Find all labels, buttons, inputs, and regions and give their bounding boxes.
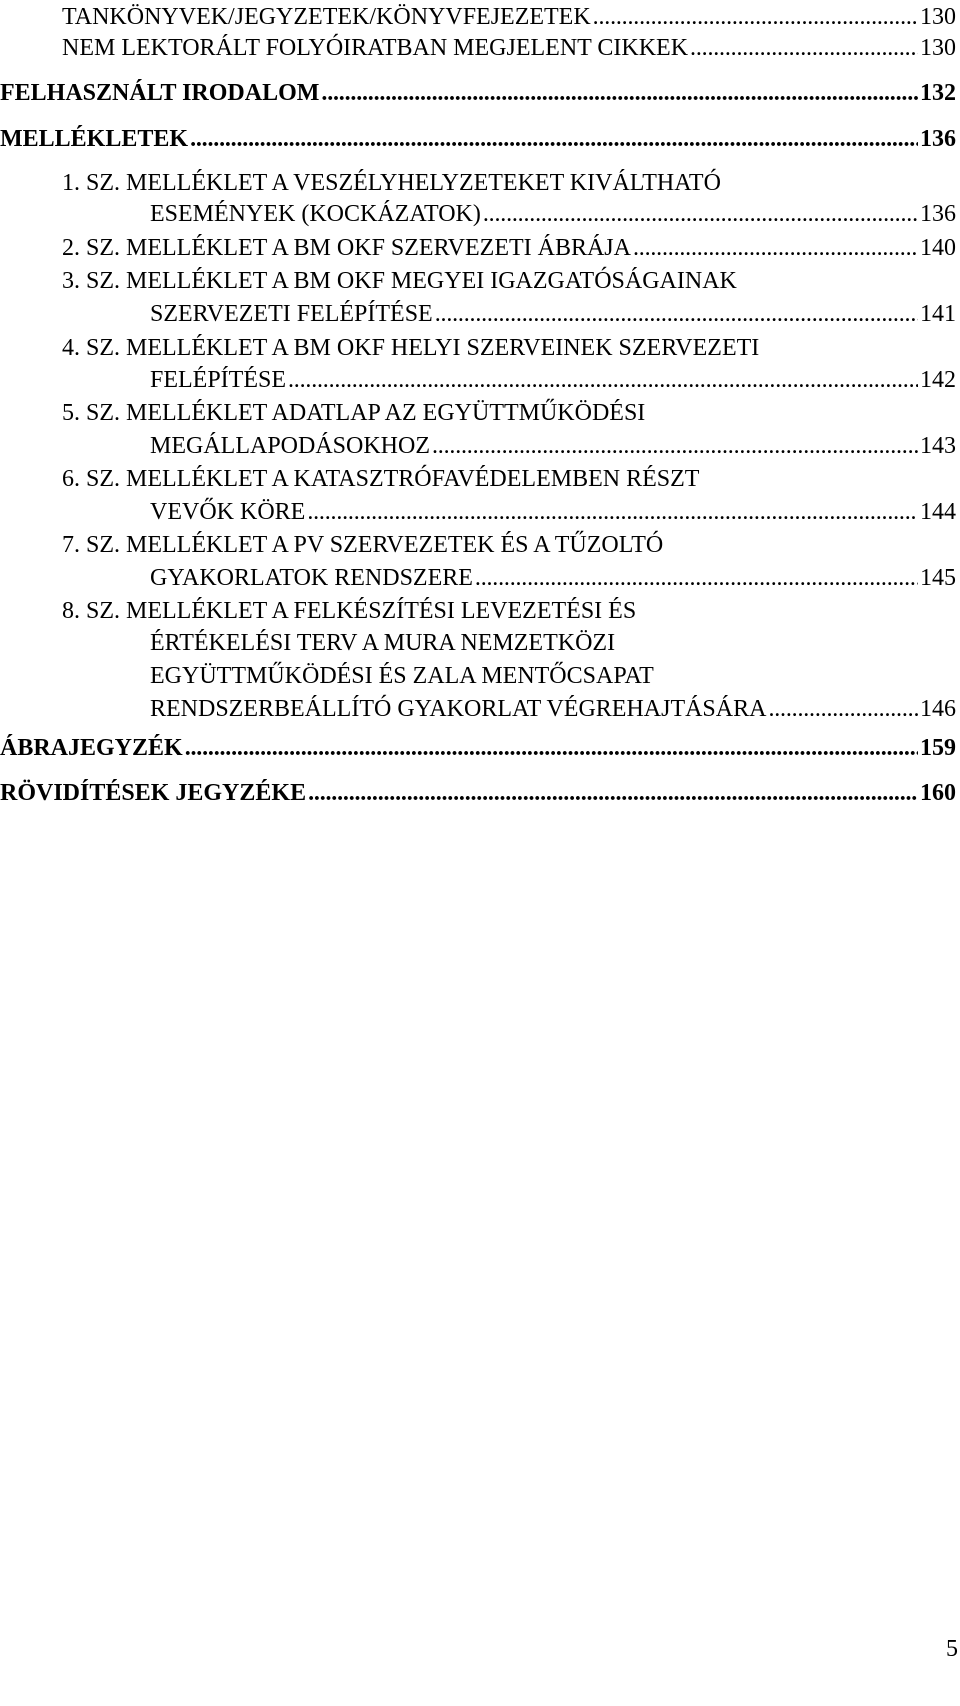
page-number: 5 [946, 1636, 958, 1662]
toc-entry-title-line: 7. SZ. MELLÉKLET A PV SZERVEZETEK ÉS A TŰZOLTÓ [62, 532, 664, 558]
toc-entry[interactable] [150, 694, 956, 724]
toc-entry[interactable] [0, 733, 956, 763]
toc-entry-page: 143 [920, 433, 956, 459]
dot-leader [190, 124, 918, 154]
toc-entry[interactable] [150, 497, 956, 527]
toc-entry-page: 159 [920, 735, 956, 761]
toc-entry-title: MEGÁLLAPODÁSOKHOZ [150, 433, 430, 459]
toc-entry[interactable] [150, 199, 956, 229]
toc-entry-page: 130 [920, 4, 956, 30]
toc-entry-title-line: ÉRTÉKELÉSI TERV A MURA NEMZETKÖZI [150, 630, 616, 656]
toc-entry-title-line: 3. SZ. MELLÉKLET A BM OKF MEGYEI IGAZGATÓSÁGAINAK [62, 268, 737, 294]
toc-entry-title-line: 1. SZ. MELLÉKLET A VESZÉLYHELYZETEKET KIVÁLTHATÓ [62, 170, 721, 196]
toc-entry-page: 130 [920, 35, 956, 61]
dot-leader [690, 33, 918, 63]
dot-leader [321, 78, 918, 108]
toc-entry-title: FELHASZNÁLT IRODALOM [0, 80, 320, 106]
dot-leader [307, 497, 918, 527]
toc-entry-title-line: EGYÜTTMŰKÖDÉSI ÉS ZALA MENTŐCSAPAT [150, 663, 654, 689]
dot-leader [288, 365, 918, 395]
toc-entry[interactable] [150, 299, 956, 329]
toc-entry[interactable] [62, 2, 956, 32]
toc-entry-title-line: 4. SZ. MELLÉKLET A BM OKF HELYI SZERVEINEK SZERVEZETI [62, 335, 760, 361]
toc-entry[interactable] [150, 563, 956, 593]
toc-entry-title: SZERVEZETI FELÉPÍTÉSE [150, 301, 433, 327]
dot-leader [768, 694, 918, 724]
toc-entry-page: 136 [920, 201, 956, 227]
toc-entry[interactable] [62, 233, 956, 263]
dot-leader [435, 299, 918, 329]
toc-entry[interactable] [0, 778, 956, 808]
toc-entry-page: 142 [920, 367, 956, 393]
toc-entry[interactable] [150, 431, 956, 461]
toc-entry[interactable] [62, 33, 956, 63]
toc-entry-title-line: 5. SZ. MELLÉKLET ADATLAP AZ EGYÜTTMŰKÖDÉSI [62, 400, 646, 426]
toc-entry-title: MELLÉKLETEK [0, 126, 189, 152]
toc-entry-title: GYAKORLATOK RENDSZERE [150, 565, 473, 591]
dot-leader [432, 431, 918, 461]
toc-entry-title: TANKÖNYVEK/JEGYZETEK/KÖNYVFEJEZETEK [62, 4, 591, 30]
toc-entry-title: ESEMÉNYEK (KOCKÁZATOK) [150, 201, 481, 227]
dot-leader [185, 733, 918, 763]
toc-entry[interactable] [150, 365, 956, 395]
toc-entry-page: 160 [920, 780, 956, 806]
dot-leader [475, 563, 918, 593]
toc-entry-page: 140 [920, 235, 956, 261]
toc-entry-title: 2. SZ. MELLÉKLET A BM OKF SZERVEZETI ÁBRÁJA [62, 235, 631, 261]
toc-entry[interactable] [0, 124, 956, 154]
toc-entry-title: ÁBRAJEGYZÉK [0, 735, 183, 761]
toc-entry-page: 136 [920, 126, 956, 152]
toc-entry-page: 145 [920, 565, 956, 591]
toc-entry-title: FELÉPÍTÉSE [150, 367, 286, 393]
toc-entry-title-line: 6. SZ. MELLÉKLET A KATASZTRÓFAVÉDELEMBEN RÉSZT [62, 466, 700, 492]
dot-leader [483, 199, 918, 229]
dot-leader [593, 2, 918, 32]
toc-entry-title: RENDSZERBEÁLLÍTÓ GYAKORLAT VÉGREHAJTÁSÁRA [150, 696, 767, 722]
toc-entry-page: 132 [920, 80, 956, 106]
toc-entry-title: NEM LEKTORÁLT FOLYÓIRATBAN MEGJELENT CIKKEK [62, 35, 689, 61]
toc-entry-page: 141 [920, 301, 956, 327]
toc-entry-title: RÖVIDÍTÉSEK JEGYZÉKE [0, 780, 307, 806]
toc-entry-title: VEVŐK KÖRE [150, 499, 306, 525]
toc-entry-page: 144 [920, 499, 956, 525]
dot-leader [308, 778, 918, 808]
toc-entry-title-line: 8. SZ. MELLÉKLET A FELKÉSZÍTÉSI LEVEZETÉSI ÉS [62, 598, 637, 624]
dot-leader [633, 233, 918, 263]
toc-entry-page: 146 [920, 696, 956, 722]
toc-entry[interactable] [0, 78, 956, 108]
